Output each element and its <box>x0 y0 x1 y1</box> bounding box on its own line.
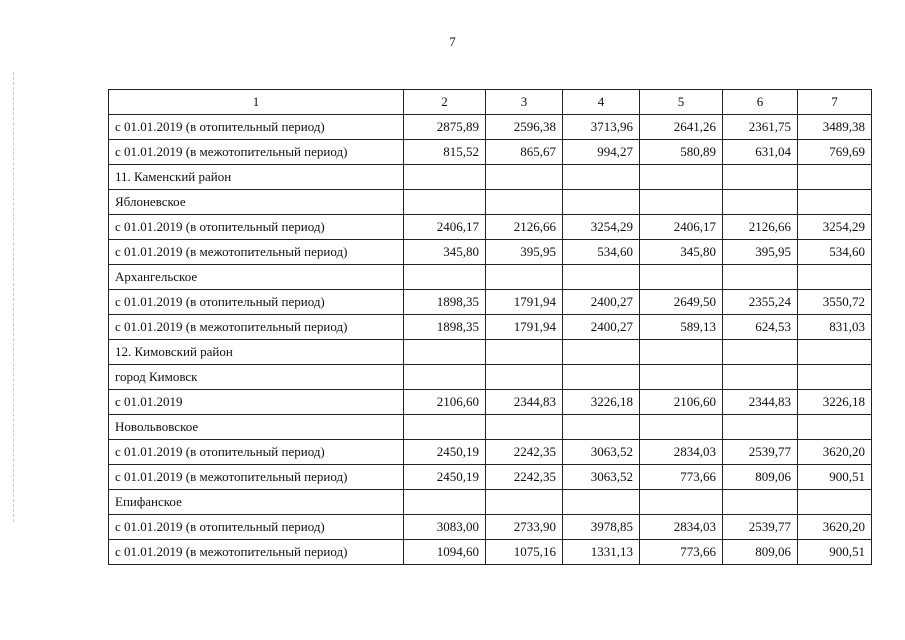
section-row <box>109 265 872 290</box>
value-cell: 2450,19 <box>404 440 486 465</box>
row-label-cell: с 01.01.2019 (в межотопительный период) <box>109 465 404 490</box>
value-cell: 3226,18 <box>798 390 872 415</box>
value-cell: 3620,20 <box>798 440 872 465</box>
value-cell <box>798 490 872 515</box>
table-row <box>109 540 872 565</box>
value-cell: 1094,60 <box>404 540 486 565</box>
value-cell: 3713,96 <box>563 115 640 140</box>
value-cell <box>486 265 563 290</box>
table-row <box>109 140 872 165</box>
value-cell: 2834,03 <box>640 515 723 540</box>
value-cell: 3063,52 <box>563 465 640 490</box>
value-cell: 1791,94 <box>486 290 563 315</box>
value-cell: 2126,66 <box>486 215 563 240</box>
row-label-cell: с 01.01.2019 (в отопительный период) <box>109 115 404 140</box>
value-cell: 395,95 <box>486 240 563 265</box>
value-cell: 580,89 <box>640 140 723 165</box>
value-cell: 2355,24 <box>723 290 798 315</box>
value-cell <box>404 340 486 365</box>
value-cell <box>486 165 563 190</box>
value-cell: 3550,72 <box>798 290 872 315</box>
row-label-cell: город Кимовск <box>109 365 404 390</box>
value-cell: 994,27 <box>563 140 640 165</box>
value-cell: 3620,20 <box>798 515 872 540</box>
value-cell <box>486 340 563 365</box>
value-cell: 2106,60 <box>640 390 723 415</box>
value-cell <box>404 190 486 215</box>
tariff-table <box>108 89 872 565</box>
value-cell <box>563 265 640 290</box>
row-label-cell: 11. Каменский район <box>109 165 404 190</box>
value-cell <box>723 190 798 215</box>
value-cell: 2400,27 <box>563 290 640 315</box>
value-cell: 534,60 <box>798 240 872 265</box>
section-row <box>109 165 872 190</box>
value-cell <box>404 490 486 515</box>
value-cell: 3254,29 <box>563 215 640 240</box>
table-row <box>109 240 872 265</box>
value-cell <box>798 265 872 290</box>
value-cell <box>723 490 798 515</box>
value-cell <box>404 415 486 440</box>
value-cell <box>404 265 486 290</box>
value-cell <box>486 490 563 515</box>
value-cell <box>723 265 798 290</box>
row-label-cell: с 01.01.2019 <box>109 390 404 415</box>
column-header: 1 <box>109 90 404 115</box>
row-label-cell: с 01.01.2019 (в межотопительный период) <box>109 140 404 165</box>
value-cell: 624,53 <box>723 315 798 340</box>
row-label-cell: с 01.01.2019 (в межотопительный период) <box>109 315 404 340</box>
value-cell: 2126,66 <box>723 215 798 240</box>
table-header-row <box>109 90 872 115</box>
value-cell: 2539,77 <box>723 440 798 465</box>
column-header: 5 <box>640 90 723 115</box>
value-cell <box>640 165 723 190</box>
value-cell <box>640 415 723 440</box>
value-cell: 1898,35 <box>404 290 486 315</box>
value-cell <box>640 340 723 365</box>
value-cell <box>563 490 640 515</box>
value-cell: 2733,90 <box>486 515 563 540</box>
section-row <box>109 365 872 390</box>
value-cell: 2406,17 <box>404 215 486 240</box>
table-row <box>109 115 872 140</box>
value-cell <box>640 265 723 290</box>
value-cell <box>404 365 486 390</box>
row-label-cell: с 01.01.2019 (в отопительный период) <box>109 290 404 315</box>
section-row <box>109 190 872 215</box>
value-cell: 773,66 <box>640 540 723 565</box>
value-cell <box>563 365 640 390</box>
value-cell <box>798 340 872 365</box>
value-cell <box>563 165 640 190</box>
column-header: 7 <box>798 90 872 115</box>
value-cell <box>798 415 872 440</box>
value-cell: 1898,35 <box>404 315 486 340</box>
value-cell: 769,69 <box>798 140 872 165</box>
value-cell: 631,04 <box>723 140 798 165</box>
column-header: 3 <box>486 90 563 115</box>
value-cell <box>486 365 563 390</box>
value-cell: 2450,19 <box>404 465 486 490</box>
value-cell <box>798 365 872 390</box>
value-cell <box>486 415 563 440</box>
table-body <box>109 90 872 565</box>
value-cell: 2875,89 <box>404 115 486 140</box>
value-cell: 2400,27 <box>563 315 640 340</box>
row-label-cell: Новольвовское <box>109 415 404 440</box>
value-cell: 900,51 <box>798 465 872 490</box>
section-row <box>109 340 872 365</box>
value-cell <box>798 190 872 215</box>
value-cell <box>640 490 723 515</box>
value-cell: 1331,13 <box>563 540 640 565</box>
value-cell: 345,80 <box>640 240 723 265</box>
value-cell: 2344,83 <box>723 390 798 415</box>
value-cell: 809,06 <box>723 540 798 565</box>
value-cell: 2834,03 <box>640 440 723 465</box>
value-cell: 773,66 <box>640 465 723 490</box>
value-cell: 2641,26 <box>640 115 723 140</box>
value-cell: 3254,29 <box>798 215 872 240</box>
table-row <box>109 465 872 490</box>
row-label-cell: с 01.01.2019 (в отопительный период) <box>109 515 404 540</box>
value-cell: 345,80 <box>404 240 486 265</box>
value-cell: 2649,50 <box>640 290 723 315</box>
value-cell <box>723 415 798 440</box>
row-label-cell: с 01.01.2019 (в межотопительный период) <box>109 540 404 565</box>
value-cell <box>723 340 798 365</box>
value-cell <box>640 365 723 390</box>
value-cell: 900,51 <box>798 540 872 565</box>
table-row <box>109 515 872 540</box>
value-cell: 2539,77 <box>723 515 798 540</box>
value-cell <box>798 165 872 190</box>
value-cell: 2596,38 <box>486 115 563 140</box>
row-label-cell: с 01.01.2019 (в отопительный период) <box>109 215 404 240</box>
column-header: 6 <box>723 90 798 115</box>
row-label-cell: Яблоневское <box>109 190 404 215</box>
value-cell: 2106,60 <box>404 390 486 415</box>
margin-guide-line <box>13 72 14 522</box>
row-label-cell: с 01.01.2019 (в межотопительный период) <box>109 240 404 265</box>
value-cell: 589,13 <box>640 315 723 340</box>
value-cell: 831,03 <box>798 315 872 340</box>
value-cell: 2242,35 <box>486 440 563 465</box>
value-cell: 815,52 <box>404 140 486 165</box>
value-cell <box>640 190 723 215</box>
value-cell: 2242,35 <box>486 465 563 490</box>
value-cell: 1791,94 <box>486 315 563 340</box>
row-label-cell: Архангельское <box>109 265 404 290</box>
value-cell: 395,95 <box>723 240 798 265</box>
table-row <box>109 215 872 240</box>
value-cell <box>723 365 798 390</box>
page-number: 7 <box>449 34 456 49</box>
value-cell: 2406,17 <box>640 215 723 240</box>
value-cell: 2344,83 <box>486 390 563 415</box>
value-cell: 534,60 <box>563 240 640 265</box>
value-cell: 3226,18 <box>563 390 640 415</box>
section-row <box>109 415 872 440</box>
value-cell: 3063,52 <box>563 440 640 465</box>
row-label-cell: 12. Кимовский район <box>109 340 404 365</box>
value-cell: 3978,85 <box>563 515 640 540</box>
table-row <box>109 315 872 340</box>
column-header: 2 <box>404 90 486 115</box>
value-cell: 809,06 <box>723 465 798 490</box>
section-row <box>109 490 872 515</box>
value-cell: 2361,75 <box>723 115 798 140</box>
row-label-cell: Епифанское <box>109 490 404 515</box>
value-cell <box>404 165 486 190</box>
value-cell: 1075,16 <box>486 540 563 565</box>
table-row <box>109 440 872 465</box>
value-cell: 3083,00 <box>404 515 486 540</box>
table-row <box>109 290 872 315</box>
value-cell <box>563 415 640 440</box>
value-cell: 3489,38 <box>798 115 872 140</box>
value-cell <box>563 340 640 365</box>
column-header: 4 <box>563 90 640 115</box>
value-cell <box>486 190 563 215</box>
value-cell: 865,67 <box>486 140 563 165</box>
table-row <box>109 390 872 415</box>
value-cell <box>723 165 798 190</box>
row-label-cell: с 01.01.2019 (в отопительный период) <box>109 440 404 465</box>
value-cell <box>563 190 640 215</box>
